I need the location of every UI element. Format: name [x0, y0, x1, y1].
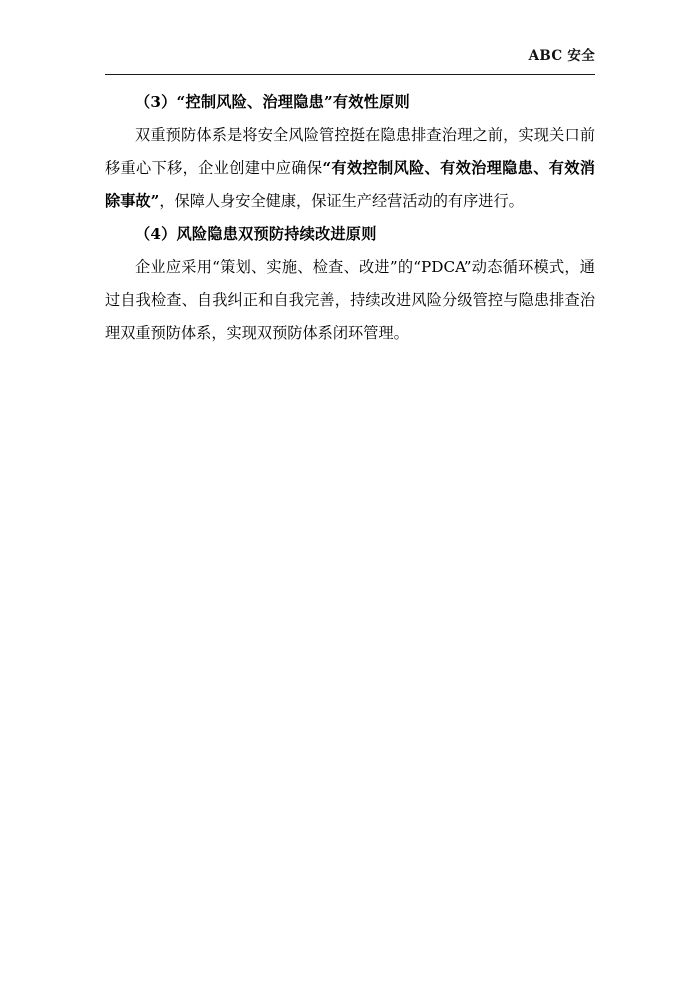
paragraph-tail-text: ，保障人身安全健康，保证生产经营活动的有序进行。: [159, 192, 524, 210]
header-divider: [105, 74, 595, 75]
header-title: ABC 安全: [528, 48, 595, 64]
section-heading-3: （3）“控制风险、治理隐患”有效性原则: [135, 93, 410, 111]
paragraph-emphasis-text: “有效控制风险、有效治理隐患、有效消除事故”: [105, 159, 595, 210]
document-body: [105, 86, 595, 350]
section-paragraph-3: [105, 119, 595, 218]
paragraph-lead-text: 双重预防体系是将安全风险管控挺在隐患排查治理之前，实现关口前移重心下移，企业创建中应确保: [105, 126, 595, 177]
section-heading-4: （4）风险隐患双预防持续改进原则: [135, 225, 377, 243]
section-paragraph-4: 企业应采用“策划、实施、检查、改进”的“PDCA”动态循环模式，通过自我检查、自我纠正和自我完善，持续改进风险分级管控与隐患排查治理双重预防体系，实现双预防体系闭环管理。: [105, 258, 595, 342]
page-header: [105, 44, 595, 70]
